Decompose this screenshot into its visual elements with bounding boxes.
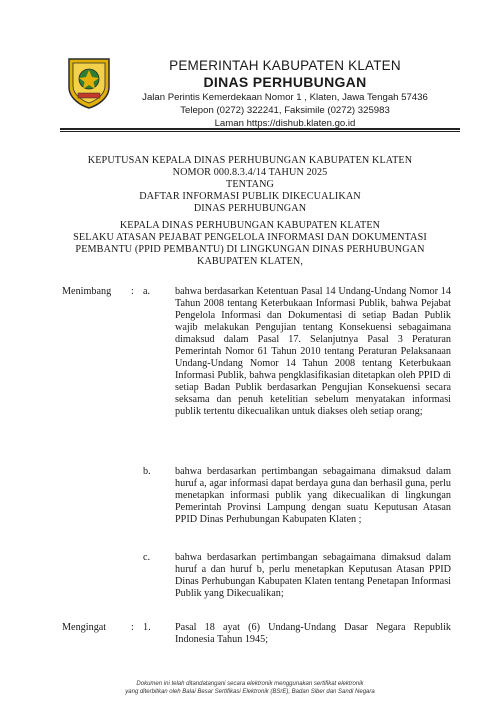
decree-subject-2: DINAS PERHUBUNGAN [193, 203, 307, 214]
letterhead [120, 58, 450, 130]
menimbang-item-b: bahwa berdasarkan pertimbangan sebagaimana dimaksud dalam huruf a, agar informasi dapat berdaya guna dan berhasil guna, perlu menetapkan informasi publik yang dikecualikan di lingkungan Pemerintah Provinsi Lampung dengan suatu Keputusan Atasan PPID Dinas Perhubungan Kabupaten Klaten ; [175, 466, 451, 525]
authority-line: SELAKU ATASAN PEJABAT PENGELOLA INFORMASI DAN DOKUMENTASI [73, 232, 427, 243]
letterhead-divider-thin [60, 131, 460, 132]
decree-subject: DAFTAR INFORMASI PUBLIK DIKECUALIKAN [139, 191, 361, 202]
item-marker-1: 1. [143, 622, 151, 633]
address-line: Jalan Perintis Kemerdekaan Nomor 1 , Klaten, Jawa Tengah 57436 [142, 92, 428, 103]
menimbang-colon: : [131, 286, 134, 297]
department-name: DINAS PERHUBUNGAN [203, 74, 367, 90]
footer-line: Dokumen ini telah ditandatangani secara elektronik menggunakan sertifikat elektronik [136, 681, 364, 687]
authority-line: KEPALA DINAS PERHUBUNGAN KABUPATEN KLATEN [119, 220, 381, 231]
letterhead-divider [60, 128, 460, 130]
authority-line: KABUPATEN KLATEN, [196, 256, 304, 267]
regency-emblem-icon [66, 57, 112, 109]
authority-line: PEMBANTU (PPID PEMBANTU) DI LINGKUNGAN DINAS PERHUBUNGAN [75, 244, 425, 255]
decree-about: TENTANG [226, 179, 274, 190]
menimbang-label: Menimbang [62, 286, 112, 297]
phone-line: Telepon (0272) 322241, Faksimile (0272) 325983 [180, 105, 390, 116]
website-line: Laman https://dishub.klaten.go.id [214, 118, 356, 129]
e-signature-footer [60, 680, 440, 696]
decree-heading: KEPUTUSAN KEPALA DINAS PERHUBUNGAN KABUPATEN KLATEN [87, 155, 413, 166]
mengingat-colon: : [131, 622, 134, 633]
footer-line: yang diterbitkan oleh Balai Besar Sertifikasi Elektronik (BSrE), Badan Siber dan Sandi Negara [125, 689, 375, 695]
item-marker-c: c. [143, 552, 151, 563]
item-marker-b: b. [143, 466, 151, 477]
government-name: PEMERINTAH KABUPATEN KLATEN [169, 58, 401, 73]
mengingat-item-1: Pasal 18 ayat (6) Undang-Undang Dasar Negara Republik Indonesia Tahun 1945; [175, 622, 451, 645]
menimbang-item-a: bahwa berdasarkan Ketentuan Pasal 14 Undang-Undang Nomor 14 Tahun 2008 tentang Keterbukaan Informasi Publik, bahwa Pejabat Pengelola Informasi dan Dokumentasi di setiap Badan Publik wajib melakukan Pengujian tentang Konsekuensi sebagaimana dimaksud dalam Pasal 17. Selanjutnya Pasal 3 Peraturan Pemerintah Nomor 61 Tahun 2010 tentang Peraturan Pelaksanaan Undang-Undang Nomor 14 Tahun 2008 tentang Keterbukaan Informasi Publik, bahwa pengklasifikasian ditetapkan oleh PPID di setiap Badan Publik berdasarkan Pengujian Konsekuensi secara seksama dan penuh ketelitian sebelum menyatakan informasi publik tertentu dikecualikan untuk diakses oleh setiap orang; [175, 286, 451, 417]
decree-number: NOMOR 000.8.3.4/14 TAHUN 2025 [172, 167, 328, 178]
menimbang-item-c: bahwa berdasarkan pertimbangan sebagaimana dimaksud dalam huruf a dan huruf b, perlu menetapkan Keputusan Atasan PPID Dinas Perhubungan Kabupaten Klaten tentang Penetapan Informasi Publik yang Dikecualikan; [175, 552, 451, 599]
item-marker-a: a. [143, 286, 151, 297]
mengingat-label: Mengingat [62, 622, 107, 633]
decree-title [50, 155, 450, 215]
authority-block [50, 220, 450, 268]
